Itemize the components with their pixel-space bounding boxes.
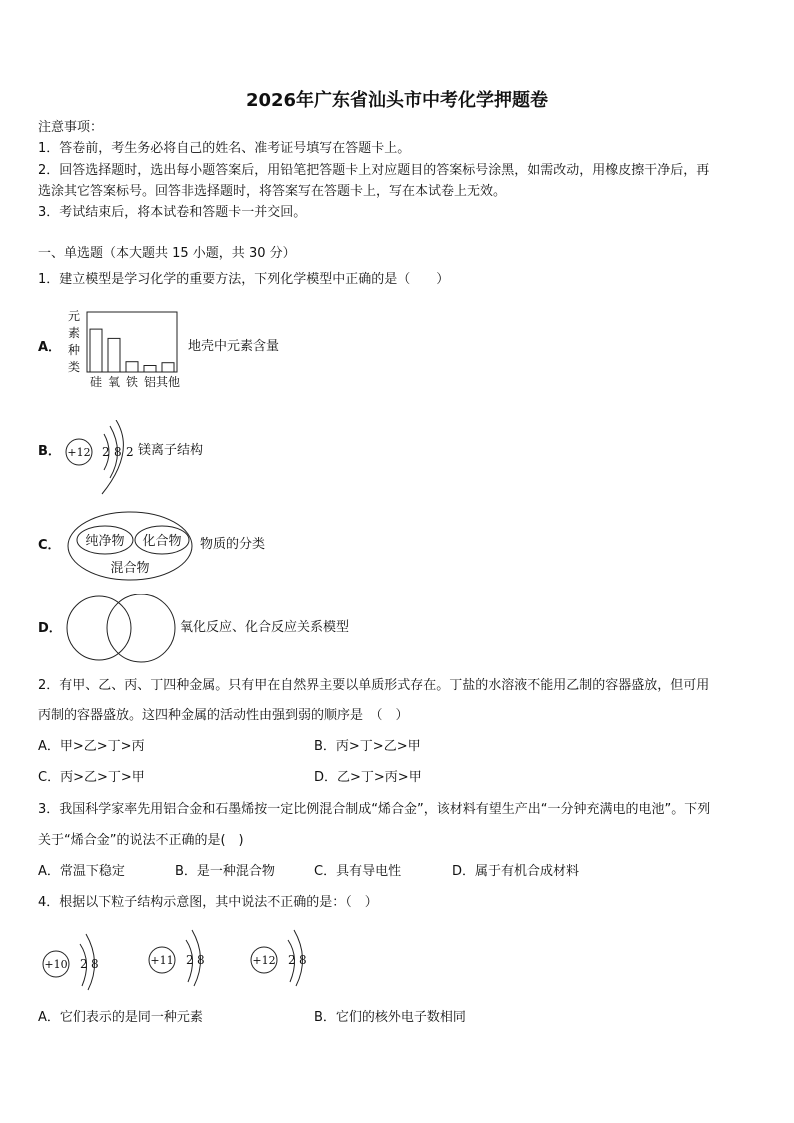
q1-option-a-caption: 地壳中元素含量 — [188, 339, 280, 354]
shell-electron-count: 2 — [80, 957, 88, 971]
nucleus-charge: +12 — [67, 446, 91, 459]
chart-bar — [90, 329, 102, 372]
shell-electron-count: 8 — [114, 445, 122, 459]
section-heading: 一、单选题（本大题共 15 小题，共 30 分） — [38, 246, 296, 261]
reaction-relationship-diagram — [64, 594, 180, 664]
shell-electron-count: 2 — [186, 953, 194, 967]
question-4-stem: 4．根据以下粒子结构示意图，其中说法不正确的是：（ ） — [38, 895, 378, 910]
nucleus-charge: +11 — [150, 954, 174, 967]
question-2-stem: 丙制的容器盛放。这四种金属的活动性由强到弱的顺序是 （ ） — [38, 708, 409, 723]
question-3-stem: 3．我国科学家率先用铝合金和石墨烯按一定比例混合制成“烯合金”，该材料有望生产出“一分钟充满电的电池”。下列 — [38, 802, 711, 817]
q1-bar-chart — [64, 306, 184, 394]
chart-ylabel-char: 种 — [67, 343, 81, 357]
nucleus-charge: +10 — [44, 958, 68, 971]
particle-diagram — [149, 930, 205, 986]
notice-item: 1．答卷前，考生务必将自己的姓名、准考证号填写在答题卡上。 — [38, 141, 411, 156]
shell-electron-count: 2 — [102, 445, 110, 459]
chart-xticks — [90, 374, 180, 389]
chart-bar — [144, 366, 156, 373]
q1-option-b-caption: 镁离子结构 — [138, 443, 204, 458]
q3-option-c: C．具有导电性 — [314, 864, 402, 879]
chart-tick-label: 其他 — [155, 375, 181, 389]
question-2-stem: 2．有甲、乙、丙、丁四种金属。只有甲在自然界主要以单质形式存在。丁盐的水溶液不能用乙制的容器盛放，但可用 — [38, 678, 710, 693]
chart-tick-label: 铁 — [125, 375, 139, 389]
q3-option-d: D．属于有机合成材料 — [452, 864, 580, 879]
chart-bar — [162, 363, 174, 372]
chart-ylabel-char: 元 — [67, 309, 81, 323]
notice-item: 2．回答选择题时，选出每小题答案后，用铅笔把答题卡上对应题目的答案标号涂黑，如需改动，用橡皮擦干净后，再 — [38, 163, 710, 178]
q2-option-c: C．丙>乙>丁>甲 — [38, 770, 145, 785]
combination-circle — [107, 594, 175, 662]
notice-item: 选涂其它答案标号。回答非选择题时，将答案写在答题卡上，写在本试卷上无效。 — [38, 184, 507, 199]
shell-electron-count: 8 — [197, 953, 205, 967]
outer-label-mixture: 混合物 — [110, 561, 150, 576]
q2-option-d: D．乙>丁>丙>甲 — [314, 770, 422, 785]
shell-electron-count: 2 — [126, 445, 134, 459]
nucleus-charge: +12 — [252, 954, 276, 967]
q3-option-a: A．常温下稳定 — [38, 864, 125, 879]
particle-structure-diagrams — [38, 926, 328, 992]
inner-label-pure: 纯净物 — [85, 534, 125, 549]
q2-option-b: B．丙>丁>乙>甲 — [314, 739, 421, 754]
magnesium-ion-diagram — [62, 420, 142, 496]
q1-option-b-label: B． — [38, 444, 61, 459]
chart-tick-label: 氧 — [107, 375, 121, 389]
chart-ylabel — [68, 309, 80, 374]
shell-electron-count: 8 — [299, 953, 307, 967]
chart-tick-label: 铝 — [143, 375, 157, 389]
chart-ylabel-char: 素 — [67, 326, 81, 340]
inner-label-compound: 化合物 — [142, 534, 182, 549]
oxidation-circle — [67, 596, 131, 660]
chart-ylabel-char: 类 — [67, 360, 81, 374]
q2-option-a: A．甲>乙>丁>丙 — [38, 739, 145, 754]
particle-diagram — [43, 934, 99, 990]
q1-option-d-caption: 氧化反应、化合反应关系模型 — [180, 620, 350, 635]
shell-electron-count: 2 — [288, 953, 296, 967]
notice-item: 3．考试结束后，将本试卷和答题卡一并交回。 — [38, 205, 307, 220]
substance-classification-diagram — [64, 510, 198, 582]
question-1-stem: 1．建立模型是学习化学的重要方法，下列化学模型中正确的是（ ） — [38, 272, 450, 287]
question-3-stem: 关于“烯合金”的说法不正确的是( ) — [38, 833, 244, 848]
shell-electron-count: 8 — [91, 957, 99, 971]
q3-option-b: B．是一种混合物 — [175, 864, 275, 879]
notice-heading: 注意事项： — [38, 120, 104, 135]
q4-option-b: B．它们的核外电子数相同 — [314, 1010, 466, 1025]
q1-option-d-label: D． — [38, 621, 62, 636]
q1-option-a-label: A． — [38, 340, 62, 355]
chart-bar — [108, 338, 120, 372]
page-title: 2026年广东省汕头市中考化学押题卷 — [245, 90, 549, 111]
q4-option-a: A．它们表示的是同一种元素 — [38, 1010, 203, 1025]
q1-option-c-label: C． — [38, 538, 61, 553]
chart-bars — [90, 329, 174, 372]
q1-option-c-caption: 物质的分类 — [200, 537, 266, 552]
particle-diagram — [251, 930, 307, 986]
chart-bar — [126, 362, 138, 372]
chart-tick-label: 硅 — [89, 375, 103, 389]
